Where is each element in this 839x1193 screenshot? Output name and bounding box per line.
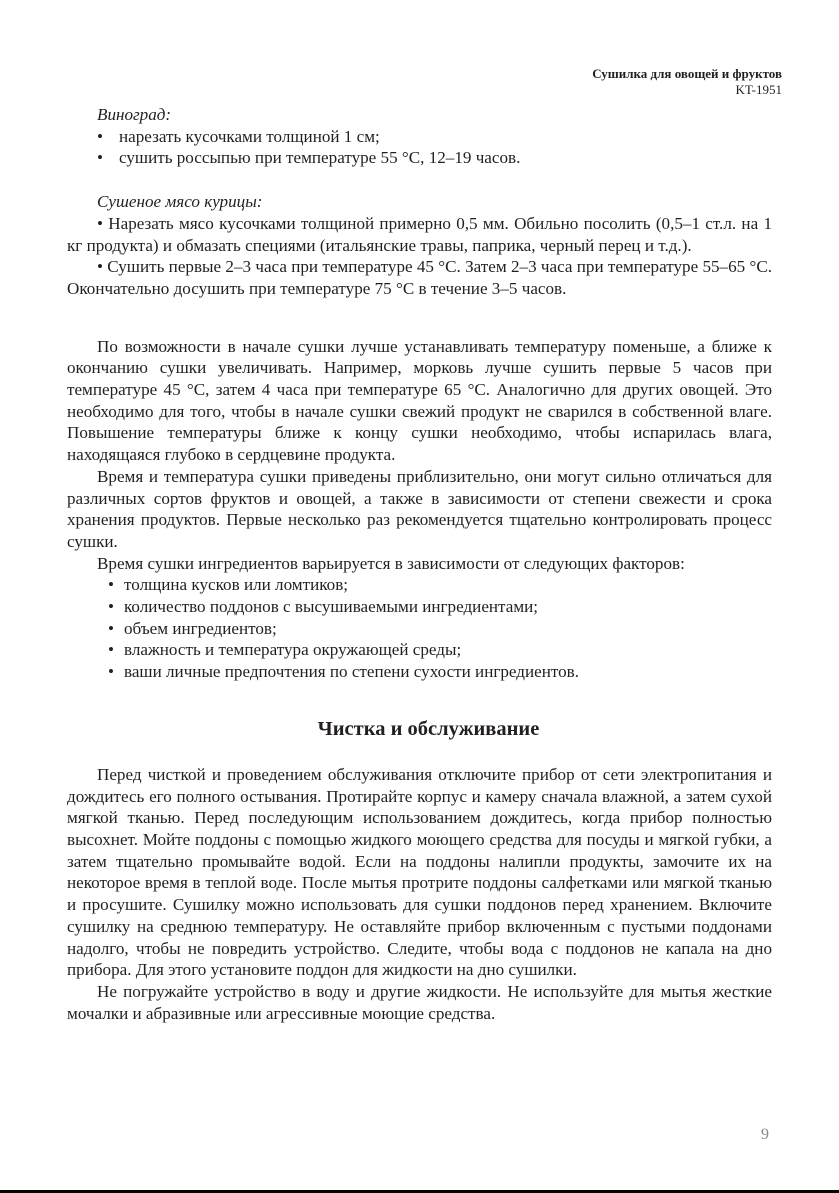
chicken-step-1: • Нарезать мясо кусочками толщиной примерно 0,5 мм. Обильно посолить (0,5–1 ст.л. на 1 кг продукта) и обмазать специями (итальянские травы, паприка, черный перец и т.д.). xyxy=(67,213,772,255)
list-item: • количество поддонов с высушиваемыми ингредиентами; xyxy=(67,596,772,618)
chicken-heading: Сушеное мясо курицы: xyxy=(97,192,263,212)
page-content xyxy=(67,104,772,1024)
grape-list xyxy=(67,126,772,169)
chicken-step-2: • Сушить первые 2–3 часа при температуре 45 °C. Затем 2–3 часа при температуре 55–65 °C. Окончательно досушить при температуре 75 °C в течение 3–5 часов. xyxy=(67,257,772,298)
timing-paragraph: Время и температура сушки приведены приблизительно, они могут сильно отличаться для различных сортов фруктов и овощей, а также в зависимости от степени свежести и срока хранения продуктов. Первые несколько раз рекомендуется тщательно контролировать процесс сушки. xyxy=(67,466,772,551)
header-title: Сушилка для овощей и фруктов xyxy=(592,66,782,81)
list-item: • толщина кусков или ломтиков; xyxy=(67,574,772,596)
list-item: • ваши личные предпочтения по степени сухости ингредиентов. xyxy=(67,661,772,683)
factors-intro: Время сушки ингредиентов варьируется в зависимости от следующих факторов: xyxy=(97,553,685,573)
list-item: • сушить россыпью при температуре 55 °C, 12–19 часов. xyxy=(67,147,772,169)
list-item: • влажность и температура окружающей среды; xyxy=(67,639,772,661)
warning-paragraph: Не погружайте устройство в воду и другие жидкости. Не используйте для мытья жесткие мочалки и абразивные или агрессивные моющие средства. xyxy=(67,981,772,1023)
header-model: KT-1951 xyxy=(735,82,782,97)
cleaning-paragraph: Перед чисткой и проведением обслуживания отключите прибор от сети электропитания и дождитесь его полного остывания. Протирайте корпус и камеру сначала влажной, а затем сухой мягкой тканью. Перед последующим использованием дождитесь, когда прибор полностью высохнет. Мойте поддоны с помощью жидкого моющего средства для посуды и мягкой губки, а затем тщательно промывайте водой. Если на поддоны налипли продукты, замочите их на некоторое время в теплой воде. После мытья протрите поддоны салфетками или мягкой тканью и просушите. Сушилку можно использовать для сушки поддонов перед хранением. Включите сушилку на среднюю температуру. Не оставляйте прибор включенным с пустыми поддонами надолго, чтобы не повредить устройство. Следите, чтобы вода с поддонов не капала на дно прибора. Для этого установите поддон для жидкости на дно сушилки. xyxy=(67,764,772,980)
factors-list xyxy=(67,574,772,683)
temperature-advice-paragraph: По возможности в начале сушки лучше устанавливать температуру поменьше, а ближе к окончанию сушки увеличивать. Например, морковь лучше сушить первые 5 часов при температуре 45 °C, затем 4 часа при температуре 65 °C. Аналогично для других овощей. Это необходимо для того, чтобы в начале сушки свежий продукт не сварился в собственной влаге. Повышение температуры ближе к концу сушки необходимо, чтобы испарилась влага, находящаяся глубоко в сердцевине продукта. xyxy=(67,336,772,465)
grape-heading: Виноград: xyxy=(97,105,172,124)
page-header xyxy=(592,66,782,98)
list-item: • объем ингредиентов; xyxy=(67,618,772,640)
section-title: Чистка и обслуживание xyxy=(317,717,540,740)
list-item: • нарезать кусочками толщиной 1 см; xyxy=(67,126,772,148)
page-number: 9 xyxy=(761,1126,769,1143)
